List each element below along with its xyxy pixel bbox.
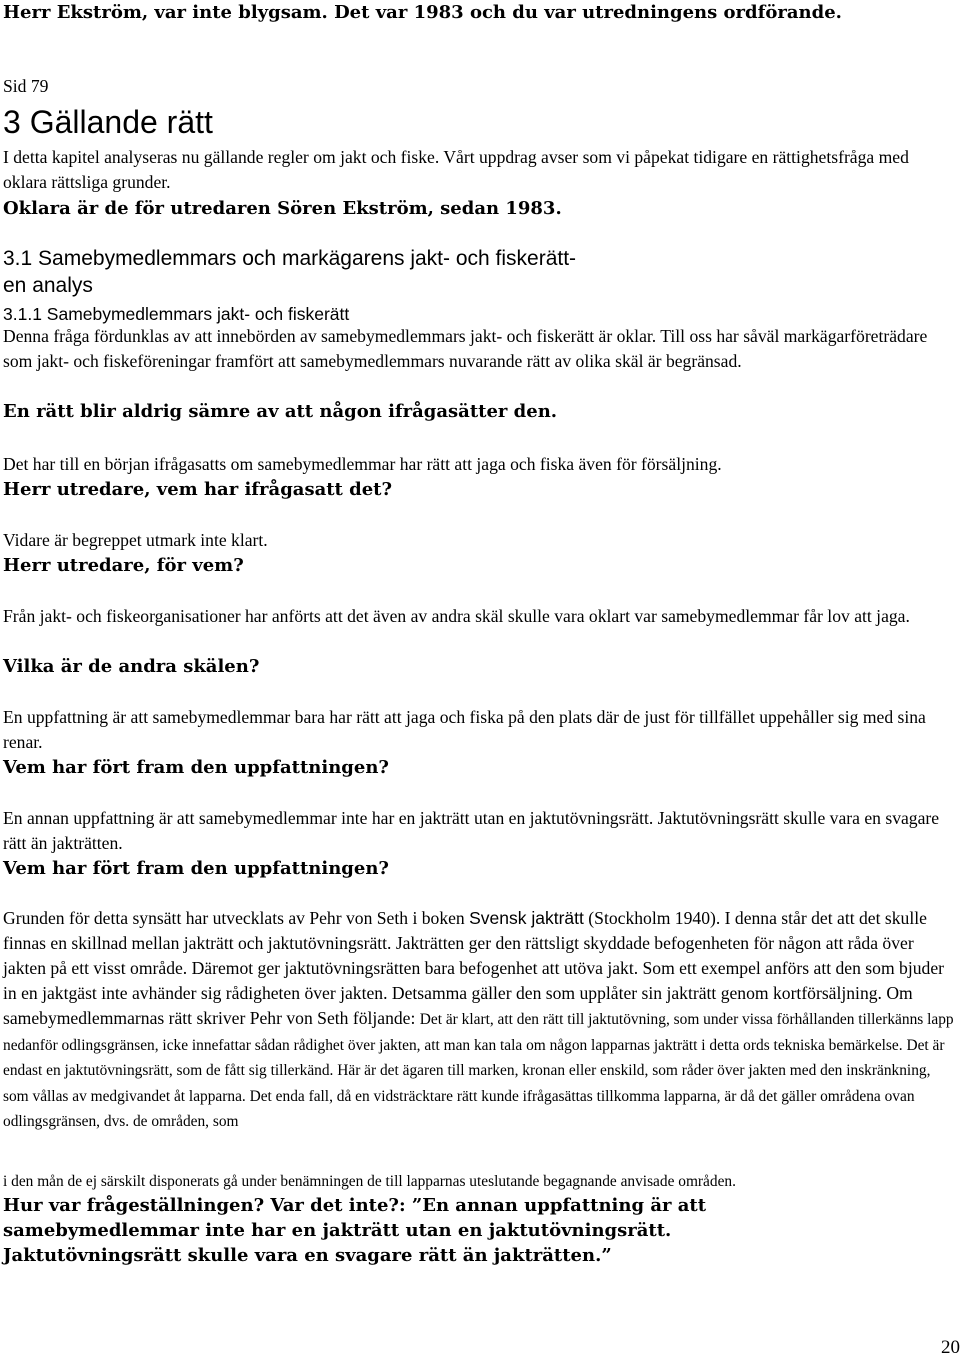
comment-for-whom: Herr utredare, för vem?: [3, 555, 244, 576]
paragraph-obscured-question: Denna fråga fördunklas av att innebörden av samebymedlemmars jakt- och fiskerätt är oklar. Till oss har såväl markägarföreträdare som jakt- och fiskeföreningar framfört att samebymedlemmars nuvarande rätt av olika skäl är begränsad.: [3, 326, 928, 371]
paragraph-von-seth: [3, 906, 955, 1134]
paragraph-sale-question: Det har till en början ifrågasatts om samebymedlemmar har rätt att jaga och fiska även för försäljning.: [3, 454, 722, 474]
comment-who-questioned: Herr utredare, vem har ifrågasatt det?: [3, 479, 393, 500]
paragraph-other-reasons: Från jakt- och fiskeorganisationer har anförts att det även av andra skäl skulle vara oklart var samebymedlemmar får lov att jaga.: [3, 606, 910, 626]
section-title: 3.1 Samebymedlemmars och markägarens jakt- och fiskerätt- en analys: [3, 247, 577, 297]
chapter-title: 3 Gällande rätt: [3, 104, 213, 140]
book-title: Svensk jakträtt: [469, 908, 584, 928]
von-seth-quote: Det är klart, att den rätt till jaktutövning, som under vissa förhållanden tillerkänns lapp nedanför odlingsgränsen, icke innefattar sådan rådighet över jakten, att man kan tala om någon lapparnas jakträtt i detta ords tekniska bemärkelse. Det är endast en jaktutövningsrätt, som de fått sig tillerkänd. Här är det ägaren till marken, kronan eller enskild, som råder över jakten med den inskränkning, som vållas av medgivandet åt lapparna. Det enda fall, då en vidsträcktare rätt kunde ifrågasättas tillkomma lapparna, är då det gäller områdena ovan odlingsgränsen, dvs. de områden, som: [3, 1011, 954, 1130]
subsection-title: 3.1.1 Samebymedlemmars jakt- och fiskerätt: [3, 304, 350, 324]
heading-question: Herr Ekström, var inte blygsam. Det var 1983 och du var utredningens ordförande.: [3, 2, 842, 23]
paragraph-utmark: Vidare är begreppet utmark inte klart.: [3, 530, 268, 550]
paragraph-von-seth-text-end: (Stockholm 1940). I denna står det att det skulle finnas en skillnad mellan jakträtt och jaktutövningsrätt. Jakträtten ger den rättsligt skyddade befogenheten för någon att råda över jakten på ett visst område. Däremot ger jaktutövningsrätten bara befogenhet att utöva jakt. Som ett exempel anförs att den som bjuder in en jaktgäst inte avhänder sig rådigheten över jakten. Detsamma gäller den som upplåter sin jakträtt genom kortförsäljning. Om samebymedlemmarnas rätt skriver Pehr von Seth följande:: [3, 908, 944, 1028]
page-number: 20: [941, 1337, 960, 1358]
paragraph-von-seth-text-start: Grunden för detta synsätt har utvecklats av Pehr von Seth i boken: [3, 908, 470, 928]
comment-which-reasons: Vilka är de andra skälen?: [3, 656, 260, 677]
paragraph-location-view: En uppfattning är att samebymedlemmar bara har rätt att jaga och fiska på den plats där de just för tillfället uppehåller sig med sina renar.: [3, 707, 926, 752]
comment-who-put-forward-2: Vem har fört fram den uppfattningen?: [3, 858, 389, 879]
intro-paragraph: I detta kapitel analyseras nu gällande regler om jakt och fiske. Vårt uppdrag avser som vi påpekat tidigare en rättighetsfråga med oklara rättsliga grunder.: [3, 147, 909, 192]
comment-right-never-worse: En rätt blir aldrig sämre av att någon ifrågasätter den.: [3, 401, 558, 422]
comment-how-was-question: Hur var frågeställningen? Var det inte?: ”En annan uppfattning är att samebymedlemmar inte har en jakträtt utan en jaktutövningsrätt. Jaktutövningsrätt skulle vara en svagare rätt än jakträtten.”: [3, 1195, 707, 1266]
paragraph-jaktutovningsratt: En annan uppfattning är att samebymedlemmar inte har en jakträtt utan en jaktutövningsrätt. Jaktutövningsrätt skulle vara en svagare rätt än jakträtten.: [3, 808, 940, 853]
von-seth-quote-end: i den mån de ej särskilt disponerats gå under benämningen de till lapparnas uteslutande begagnande anvisade områden.: [3, 1173, 736, 1190]
comment-who-put-forward-1: Vem har fört fram den uppfattningen?: [3, 757, 389, 778]
page-reference: Sid 79: [3, 76, 49, 96]
comment-unclear: Oklara är de för utredaren Sören Ekström, sedan 1983.: [3, 198, 562, 219]
